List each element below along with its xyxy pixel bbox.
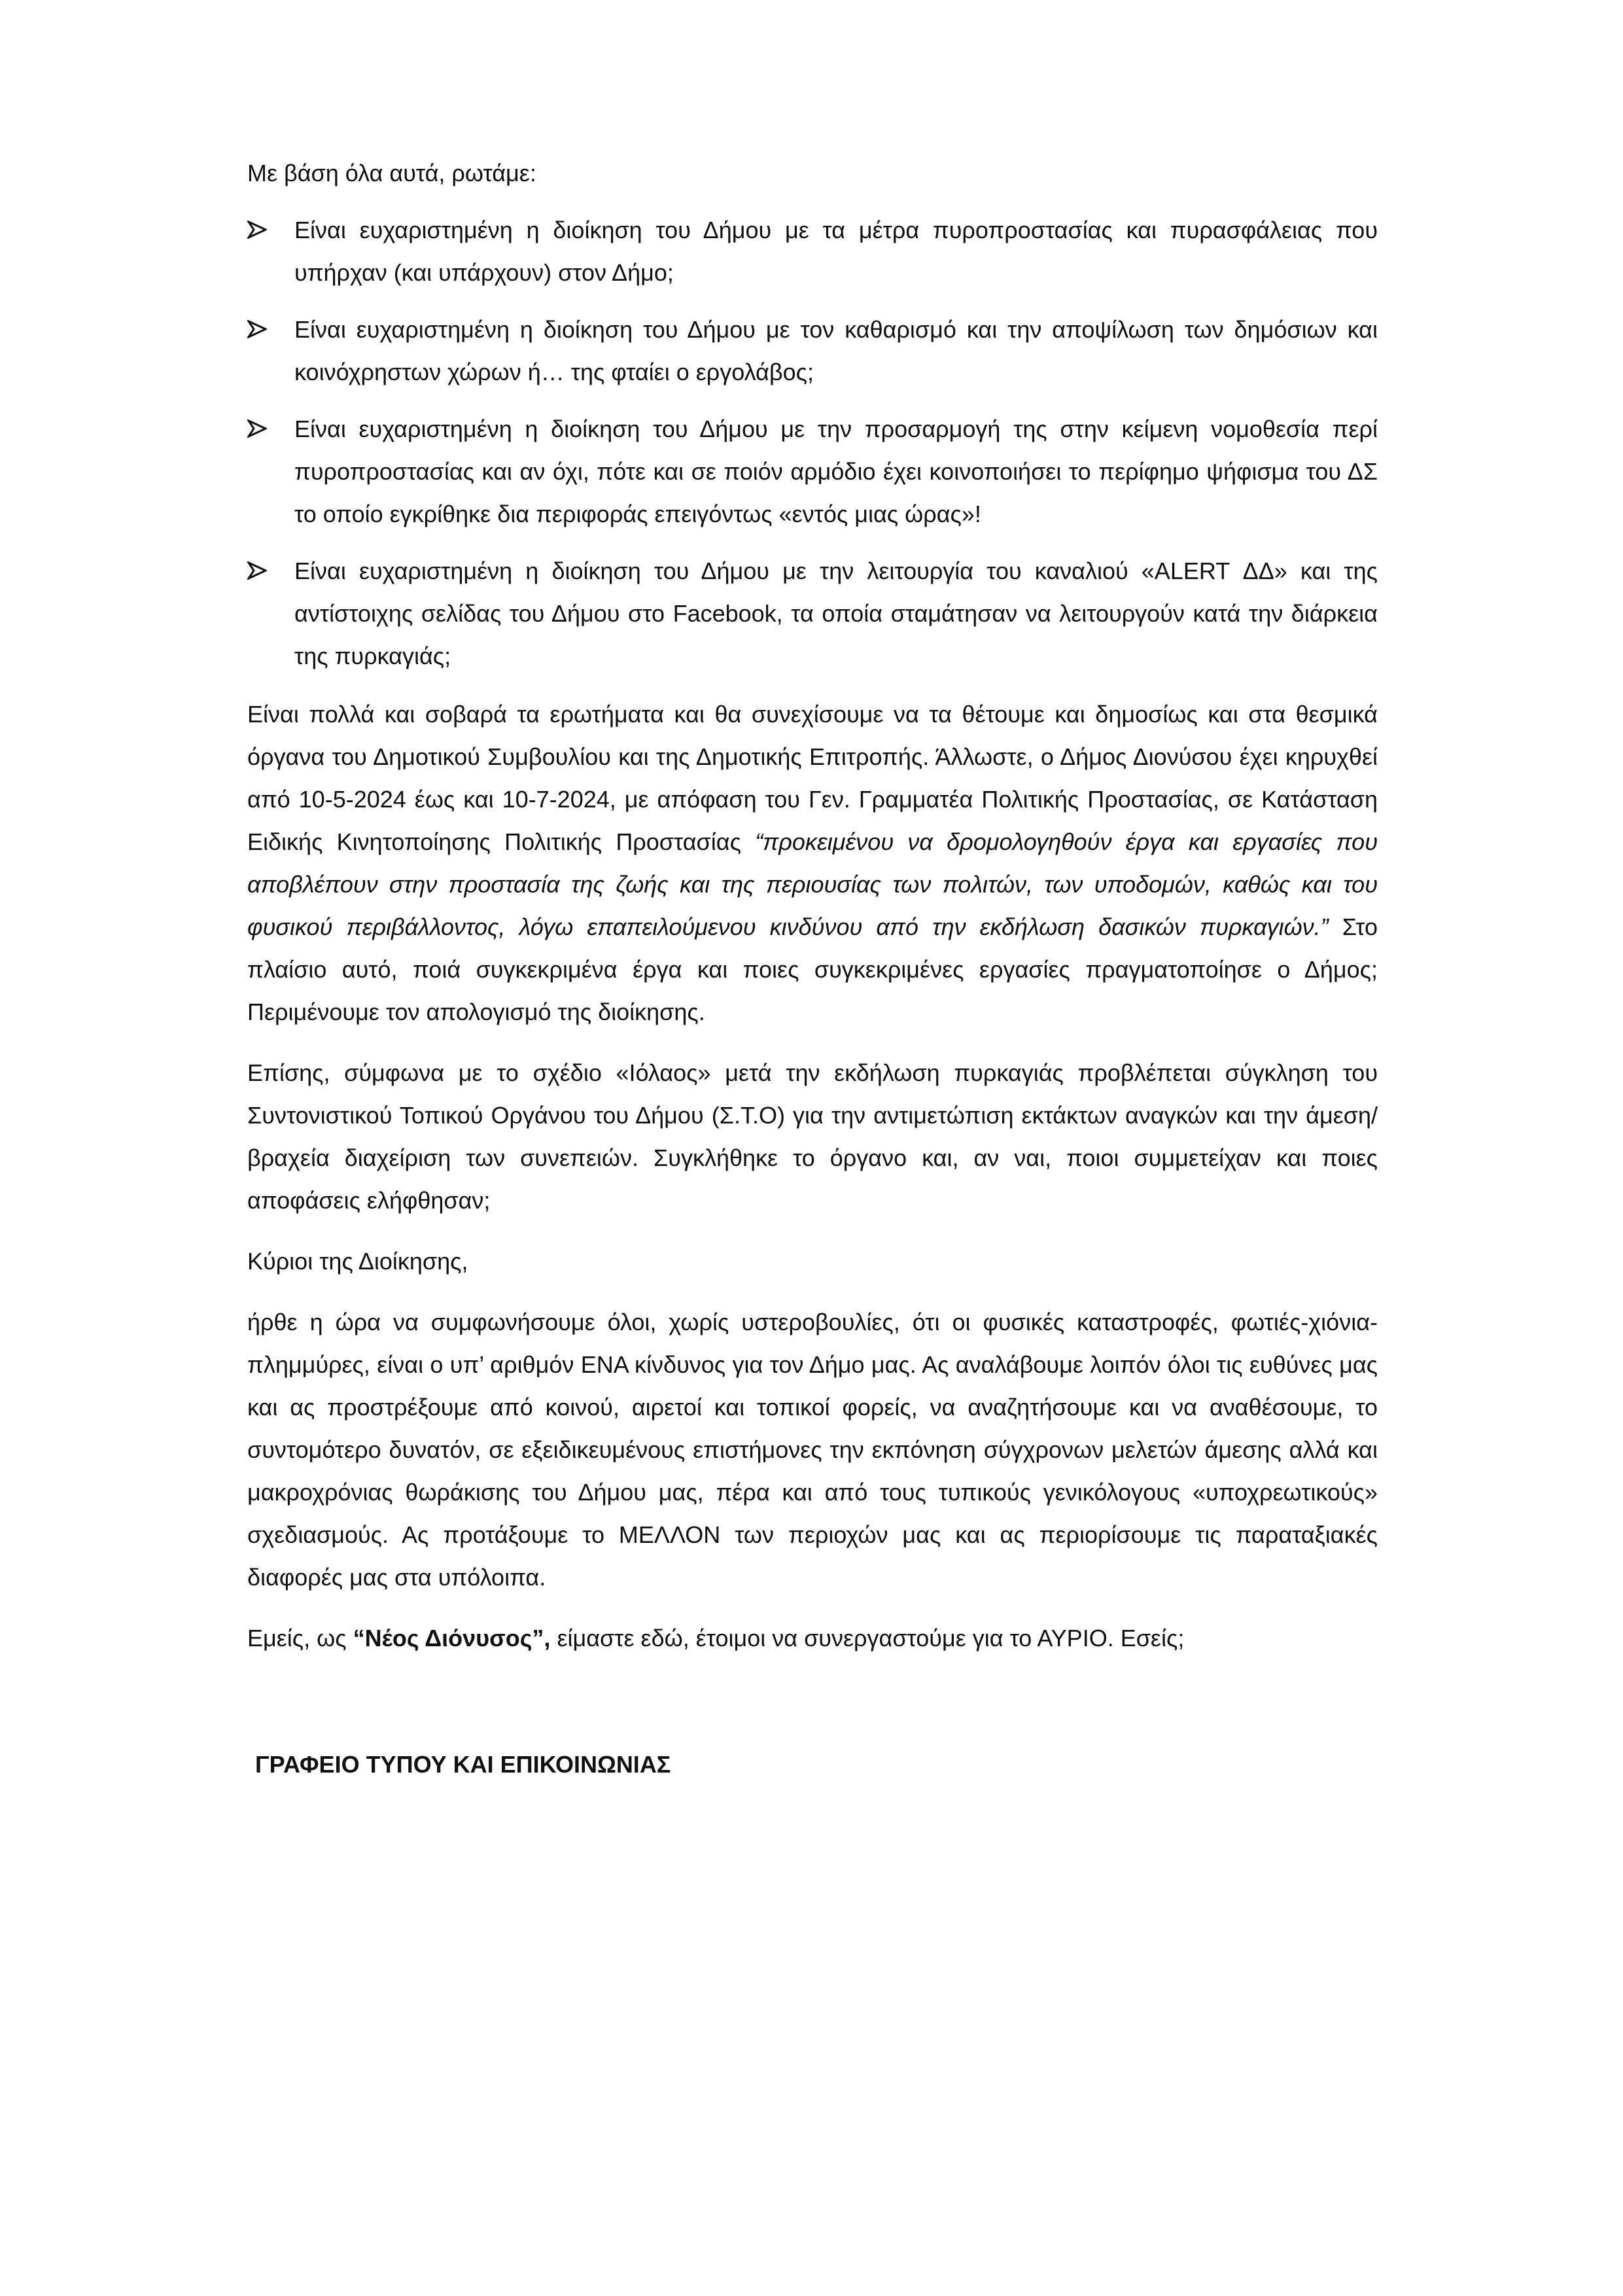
intro-text: Με βάση όλα αυτά, ρωτάμε:: [247, 160, 536, 186]
paragraph-text: Είναι πολλά και σοβαρά τα ερωτήματα και θα συνεχίσουμε να τα θέτουμε και δημοσίως και στα θεσμικά όργανα του Δημοτικού Συμβουλίου και της Δημοτικής Επιτροπής. Άλλωστε, ο Δήμος Διονύσου έχει κηρυχθεί από 10-5-2024 έως και 10-7-2024, με απόφαση του Γεν. Γραμματέα Πολιτικής Προστασίας, σε Κατάσταση Ειδικής Κινητοποίησης Πολιτικής Προστασίας: [247, 701, 1378, 855]
document-body: [247, 152, 1378, 1786]
question-text: Είναι ευχαριστημένη η διοίκηση του Δήμου με τον καθαρισμό και την αποψίλωση των δημόσιων και κοινόχρηστων χώρων ή… της φταίει ο εργολάβος;: [294, 316, 1378, 385]
paragraph-appeal: ήρθε η ώρα να συμφωνήσουμε όλοι, χωρίς υστεροβουλίες, ότι οι φυσικές καταστροφές, φωτιές-χιόνια-πλημμύρες, είναι ο υπ’ αριθμόν ΕΝΑ κίνδυνος για τον Δήμο μας. Ας αναλάβουμε λοιπόν όλοι τις ευθύνες μας και ας προστρέξουμε από κοινού, αιρετοί και τοπικοί φορείς, να αναζητήσουμε και να αναθέσουμε, το συντομότερο δυνατόν, σε εξειδικευμένους επιστήμονες την εκπόνηση σύγχρονων μελετών άμεσης αλλά και μακροχρόνιας θωράκισης του Δήμου μας, πέρα και από τους τυπικούς γενικόλογους «υποχρεωτικούς» σχεδιασμούς. Ας προτάξουμε το ΜΕΛΛΟΝ των περιοχών μας και ας περιορίσουμε τις παραταξιακές διαφορές μας στα υπόλοιπα.: [247, 1309, 1378, 1591]
question-item: [247, 550, 1378, 677]
question-item: [247, 209, 1378, 294]
paragraph-civil-protection: [247, 693, 1378, 1033]
paragraph-iolaos: Επίσης, σύμφωνα με το σχέδιο «Ιόλαος» μετά την εκδήλωση πυρκαγιάς προβλέπεται σύγκληση του Συντονιστικού Τοπικού Οργάνου του Δήμου (Σ.Τ.Ο) για την αντιμετώπιση εκτάκτων αναγκών και την άμεση/βραχεία διαχείριση των συνεπειών. Συγκλήθηκε το όργανο και, αν ναι, ποιοι συμμετείχαν και ποιες αποφάσεις ελήφθησαν;: [247, 1059, 1378, 1214]
question-text: Είναι ευχαριστημένη η διοίκηση του Δήμου με τα μέτρα πυροπροστασίας και πυρασφάλειας που υπήρχαν (και υπάρχουν) στον Δήμο;: [294, 217, 1378, 286]
arrowhead-bullet-icon: [247, 419, 267, 438]
arrowhead-bullet-icon: [247, 221, 267, 239]
question-text: Είναι ευχαριστημένη η διοίκηση του Δήμου με την λειτουργία του καναλιού «ALERT ΔΔ» και της αντίστοιχης σελίδας του Δήμου στο Facebook, τα οποία σταμάτησαν να λειτουργούν κατά την διάρκεια της πυρκαγιάς;: [294, 557, 1378, 669]
arrowhead-bullet-icon: [247, 561, 267, 580]
closing-text: είμαστε εδώ, έτοιμοι να συνεργαστούμε για το ΑΥΡΙΟ. Εσείς;: [550, 1625, 1185, 1651]
question-list: [247, 209, 1378, 677]
signature-office: ΓΡΑΦΕΙΟ ΤΥΠΟΥ ΚΑΙ ΕΠΙΚΟΙΝΩΝΙΑΣ: [255, 1751, 671, 1778]
paragraph-text: Στο πλαίσιο αυτό, ποιά συγκεκριμένα έργα και ποιες συγκεκριμένες εργασίες πραγματοποίησε ο Δήμος; Περιμένουμε τον απολογισμό της διοίκησης.: [247, 913, 1378, 1025]
arrowhead-bullet-icon: [247, 320, 267, 338]
closing-text: Εμείς, ως: [247, 1625, 353, 1651]
closing-line: [247, 1617, 1378, 1659]
party-name: “Νέος Διόνυσος”,: [353, 1625, 551, 1651]
salutation: Κύριοι της Διοίκησης,: [247, 1248, 468, 1275]
question-item: [247, 308, 1378, 393]
question-item: [247, 408, 1378, 535]
question-text: Είναι ευχαριστημένη η διοίκηση του Δήμου με την προσαρμογή της στην κείμενη νομοθεσία περί πυροπροστασίας και αν όχι, πότε και σε ποιόν αρμόδιο έχει κοινοποιήσει το περίφημο ψήφισμα του ΔΣ το οποίο εγκρίθηκε δια περιφοράς επειγόντως «εντός μιας ώρας»!: [294, 415, 1378, 527]
decision-quote: “προκειμένου να δρομολογηθούν έργα και εργασίες που αποβλέπουν στην προστασία της ζωής και της περιουσίας των πολιτών, των υποδομών, καθώς και του φυσικού περιβάλλοντος, λόγω επαπειλούμενου κινδύνου από την εκδήλωση δασικών πυρκαγιών.”: [247, 828, 1378, 940]
